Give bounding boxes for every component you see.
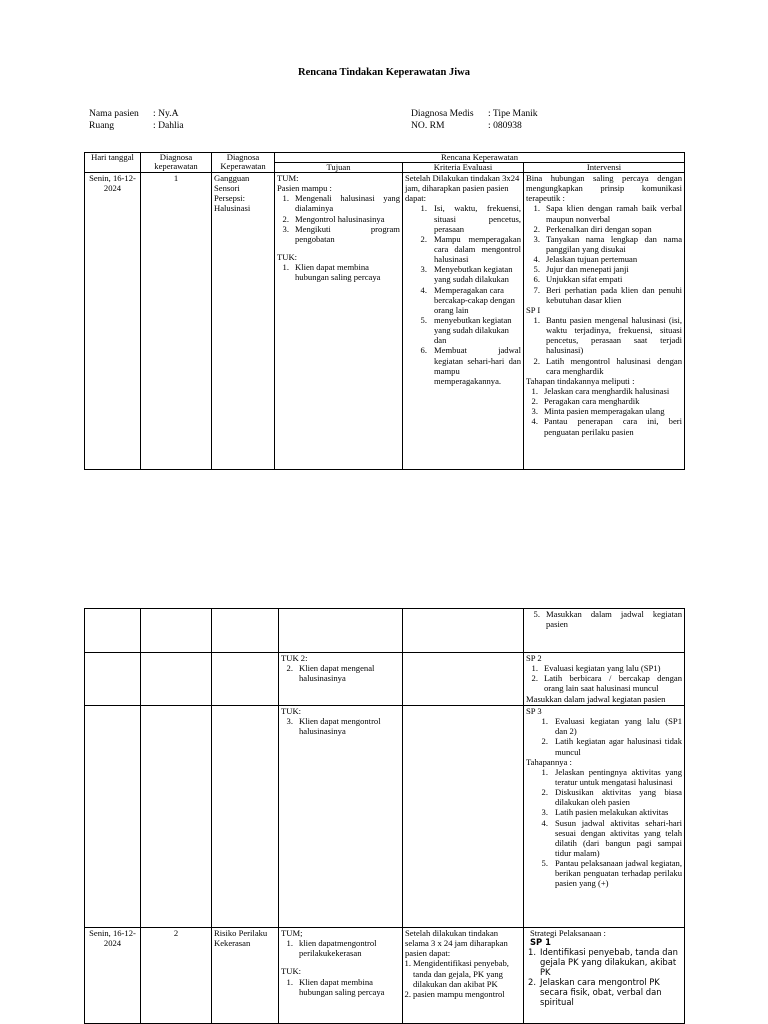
row2-evaluation-criteria	[403, 928, 524, 1024]
row2-interventions	[524, 928, 685, 1024]
list-item: 2. Jelaskan cara mengontrol PK secara fisik, obat, verbal dan spiritual	[528, 976, 662, 1007]
tuk-list	[281, 977, 400, 997]
empty-cell	[212, 706, 279, 928]
room-value: : Dahlia	[153, 119, 184, 131]
row1-goals	[275, 173, 403, 470]
table-row	[85, 653, 685, 706]
list-item: 2. Diskusikan aktivitas yang biasa dilakukan oleh pasien	[541, 787, 682, 808]
tum-list	[277, 193, 400, 244]
tuk-label: TUK:	[277, 252, 298, 263]
list-item: 1. Bantu pasien mengenal halusinasi (isi, waktu terjadinya, frekuensi, situasi pencetus, perasaan saat terjadi halusinasi)	[533, 315, 683, 356]
sp3-label: SP 3	[526, 706, 542, 716]
list-item: 1. Sapa klien dengan ramah baik verbal maupun nonverbal	[533, 203, 683, 224]
sp1-label: SP I	[526, 304, 541, 315]
tum-label: TUM;	[281, 928, 303, 938]
list-item: 5. Jujur dan menepati janji	[533, 264, 629, 275]
sp3-stages-list	[526, 767, 682, 889]
tuk3-label: TUK:	[281, 706, 302, 716]
list-item: 2. Mengontrol halusinasinya	[282, 213, 385, 224]
row2-goals	[279, 928, 403, 1024]
list-item: 1. Klien dapat membina hubungan saling percaya	[282, 262, 381, 283]
tuk-list	[277, 262, 400, 282]
list-item: 3. Menyebutkan kegiatan yang sudah dilakukan	[420, 264, 513, 285]
list-item: 1. Mengenali halusinasi yang dialaminya	[282, 193, 400, 214]
list-item: 1. Identifikasi penyebab, tanda dan gejala PK yang dilakukan, akibat PK	[528, 947, 678, 977]
row2-diagnosis: Risiko Perilaku Kekerasan	[212, 928, 279, 1024]
list-item: 1. klien dapatmengontrol perilakukekerasan	[286, 938, 377, 959]
row1-diagnosis: Gangguan Sensori Persepsi: Halusinasi	[212, 173, 275, 470]
tuk2-goal	[279, 653, 403, 706]
list-item: 4. Jelaskan tujuan pertemuan	[533, 254, 638, 265]
list-item: 1. Mengidentifikasi penyebab, tanda dan gejala, PK yang dilakukan dan akibat PK	[404, 958, 509, 989]
empty-cell	[212, 609, 279, 653]
intervention-list	[526, 203, 682, 304]
row1-date: Senin, 16-12-2024	[85, 173, 141, 470]
list-item: 2. Peragakan cara menghardik	[531, 396, 640, 407]
row1-evaluation-criteria	[403, 173, 524, 470]
empty-cell	[403, 609, 524, 653]
list-item: 1. Isi, waktu, frekuensi, situasi pencetus, perasaan	[420, 203, 521, 234]
empty-cell	[279, 609, 403, 653]
list-item: 2. Latih berbicara / bercakap dengan orang lain saat halusinasi muncul	[531, 673, 682, 694]
list-item: 1. Klien dapat membina hubungan saling percaya	[286, 976, 385, 997]
list-item: 1. Evaluasi kegiatan yang lalu (SP1)	[531, 663, 661, 674]
list-item: 7. Beri perhatian pada klien dan penuhi kebutuhan dasar klien	[533, 284, 683, 305]
list-item: 2. Latih mengontrol halusinasi dengan cara menghardik	[533, 355, 683, 376]
list-item: 2. Perkenalkan diri dengan sopan	[533, 223, 652, 234]
list-item: 3. Tanyakan nama lengkap dan nama panggilan yang disukai	[533, 233, 683, 255]
list-item: 6. Membuat jadwal kegiatan sehari-hari dan mampu memperagakannya.	[420, 345, 521, 386]
list-item: 4. Susun jadwal aktivitas sehari-hari sesuai dengan aktivitas yang telah dilatih (dari bangun pagi sampai tidur malam)	[541, 817, 682, 858]
tuk2-list	[281, 663, 400, 683]
strategy-list	[526, 948, 682, 1007]
rm-number-label: NO. RM	[411, 119, 445, 131]
tuk3-list	[281, 716, 400, 736]
stages-list	[526, 386, 682, 437]
patient-name-label: Nama pasien	[89, 108, 139, 119]
medical-diagnosis-label: Diagnosa Medis	[411, 108, 474, 119]
criteria-list	[403, 958, 521, 999]
header-goals: Tujuan	[275, 163, 403, 173]
sp2-tail: Masukkan dalam jadwal kegiatan pasien	[526, 693, 666, 704]
medical-diagnosis-value: : Tipe Manik	[488, 108, 538, 119]
list-item: 5. Masukkan dalam jadwal kegiatan pasien	[533, 609, 682, 630]
list-item: 1. Jelaskan cara menghardik halusinasi	[531, 385, 670, 396]
criteria-intro: Setelah Dilakukan tindakan 3x24 jam, diharapkan pasien pasien dapat:	[405, 173, 520, 204]
list-item: 3. Minta pasien memperagakan ulang	[531, 406, 665, 417]
tum-label: TUM:	[277, 173, 299, 184]
list-item: 2. Latih kegiatan agar halusinasi tidak muncul	[541, 736, 682, 757]
list-item: 5. Pantau pelaksanaan jadwal kegiatan, berikan penguatan terhadap perilaku pasien yang (+)	[541, 858, 682, 889]
header-care-plan: Rencana Keperawatan	[275, 153, 685, 163]
list-item: 6. Unjukkan sifat empati	[533, 274, 623, 285]
table-row	[85, 609, 685, 653]
row2-date: Senin, 16-12-2024	[85, 928, 141, 1024]
sp2-label: SP 2	[526, 653, 542, 663]
sp3-stages-label: Tahapannya :	[526, 756, 572, 767]
sp1-list	[526, 315, 682, 376]
row1-interventions	[524, 173, 685, 470]
patient-info-right	[411, 108, 538, 132]
header-evaluation-criteria: Kriteria Evaluasi	[403, 163, 524, 173]
sp2-list	[526, 663, 682, 693]
tuk3-goal	[279, 706, 403, 928]
strategy-label: Strategi Pelaksanaan :	[530, 928, 606, 938]
list-item: 4. Memperagakan cara bercakap-cakap dengan orang lain	[420, 284, 515, 315]
header-diagnosis: Diagnosa Keperawatan	[212, 153, 275, 173]
table-row	[85, 928, 685, 1024]
empty-cell	[403, 706, 524, 928]
empty-cell	[403, 653, 524, 706]
empty-cell	[141, 609, 212, 653]
continued-interventions	[524, 609, 685, 653]
intervention-intro: Bina hubungan saling percaya dengan mengungkapkan prinsip komunikasi terapeutik :	[526, 173, 683, 204]
tum-list	[281, 938, 400, 958]
table-row	[85, 173, 685, 470]
header-date: Hari tanggal	[85, 153, 141, 173]
tuk-label: TUK:	[281, 966, 302, 977]
list-item: 2. pasien mampu mengontrol	[404, 988, 505, 999]
criteria-intro: Setelah dilakukan tindakan selama 3 x 24 jam diharapkan pasien dapat:	[405, 928, 508, 959]
continued-list	[526, 609, 682, 629]
list-item: 2. Mampu memperagakan cara dalam mengontrol halusinasi	[420, 233, 521, 265]
sp2-interventions	[524, 653, 685, 706]
sp3-interventions	[524, 706, 685, 928]
stages-label: Tahapan tindakannya meliputi :	[526, 375, 635, 386]
header-interventions: Intervensi	[524, 163, 685, 173]
empty-cell	[141, 653, 212, 706]
list-item: 2. Klien dapat mengenal halusinasinya	[286, 663, 375, 684]
list-item: 4. Pantau penerapan cara ini, beri penguatan perilaku pasien	[531, 416, 683, 437]
list-item: 5. menyebutkan kegiatan yang sudah dilakukan dan	[420, 315, 512, 346]
patient-name-value: : Ny.A	[153, 108, 179, 119]
empty-cell	[85, 609, 141, 653]
header-diagnosis-number: Diagnosa keperawatan	[141, 153, 212, 173]
list-item: 3. Latih pasien melakukan aktivitas	[541, 807, 669, 818]
empty-cell	[85, 653, 141, 706]
empty-cell	[212, 653, 279, 706]
row2-diagnosis-number: 2	[141, 928, 212, 1024]
row1-diagnosis-number: 1	[141, 173, 212, 470]
list-item: 3. Mengikuti program pengobatan	[282, 223, 400, 244]
patient-info-left	[89, 108, 184, 132]
rm-number-value: : 080938	[488, 119, 522, 131]
tuk2-label: TUK 2:	[281, 653, 308, 663]
sp1-label: SP 1	[530, 937, 551, 948]
table-row	[85, 706, 685, 928]
room-label: Ruang	[89, 119, 115, 131]
tum-intro: Pasien mampu :	[277, 183, 332, 194]
empty-cell	[85, 706, 141, 928]
care-plan-table-page1	[84, 152, 685, 470]
criteria-list	[405, 203, 521, 386]
document-title: Rencana Tindakan Keperawatan Jiwa	[297, 67, 470, 78]
list-item: 3. Klien dapat mengontrol halusinasinya	[286, 716, 381, 737]
sp3-list	[526, 716, 682, 757]
empty-cell	[141, 706, 212, 928]
list-item: 1. Evaluasi kegiatan yang lalu (SP1 dan 2)	[541, 716, 682, 737]
care-plan-table-page2	[84, 608, 685, 1024]
list-item: 1. Jelaskan pentingnya aktivitas yang teratur untuk mengatasi halusinasi	[541, 766, 682, 787]
